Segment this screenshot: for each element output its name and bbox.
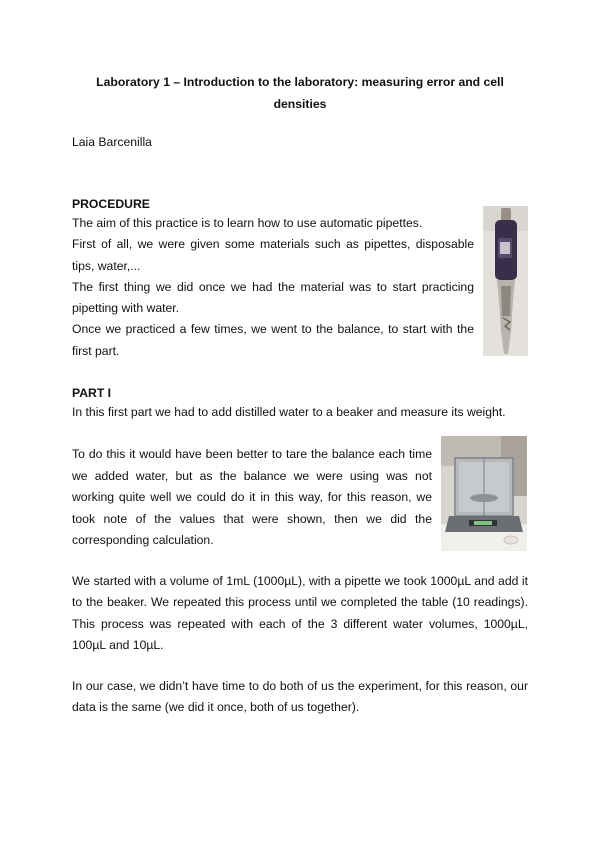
title-line-1: Laboratory 1 – Introduction to the laboratory: measuring error and cell [96,75,504,89]
pipette-icon [483,206,528,356]
part1-balance-paragraph: To do this it would have been better to tare the balance each time we added water, but as the balance we were using was not working quite well we could do it in this way, for this reason, we took note of the values that were shown, then we did the corresponding calculation. [72,447,432,548]
procedure-heading: PROCEDURE [72,197,150,211]
balance-photo [441,436,527,551]
procedure-line-3: The first thing we did once we had the material was to start practicing pipetting with water. [72,279,474,316]
procedure-text [72,213,474,362]
procedure-line-1: The aim of this practice is to learn how to use automatic pipettes. [72,216,423,230]
procedure-line-2: First of all, we were given some materials such as pipettes, disposable tips, water,... [72,237,474,273]
part1-volume-paragraph: We started with a volume of 1mL (1000µL), with a pipette we took 1000µL and add it to the beaker. We repeated this process until we completed the table (10 readings). This process was repeated with each of the 3 different water volumes, 1000µL, 100µL and 10µL. [72,574,528,652]
pipette-photo [483,206,528,356]
balance-icon [441,436,527,551]
author-name: Laia Barcenilla [72,135,152,149]
document-title [80,71,520,115]
part1-intro: In this first part we had to add distilled water to a beaker and measure its weight. [72,405,506,419]
title-line-2: densities [273,97,327,111]
part1-note-paragraph: In our case, we didn’t have time to do both of us the experiment, for this reason, our data is the same (we did it once, both of us together). [72,679,528,715]
part1-heading: PART I [72,386,112,400]
procedure-line-4: Once we practiced a few times, we went to the balance, to start with the first part. [72,322,474,358]
